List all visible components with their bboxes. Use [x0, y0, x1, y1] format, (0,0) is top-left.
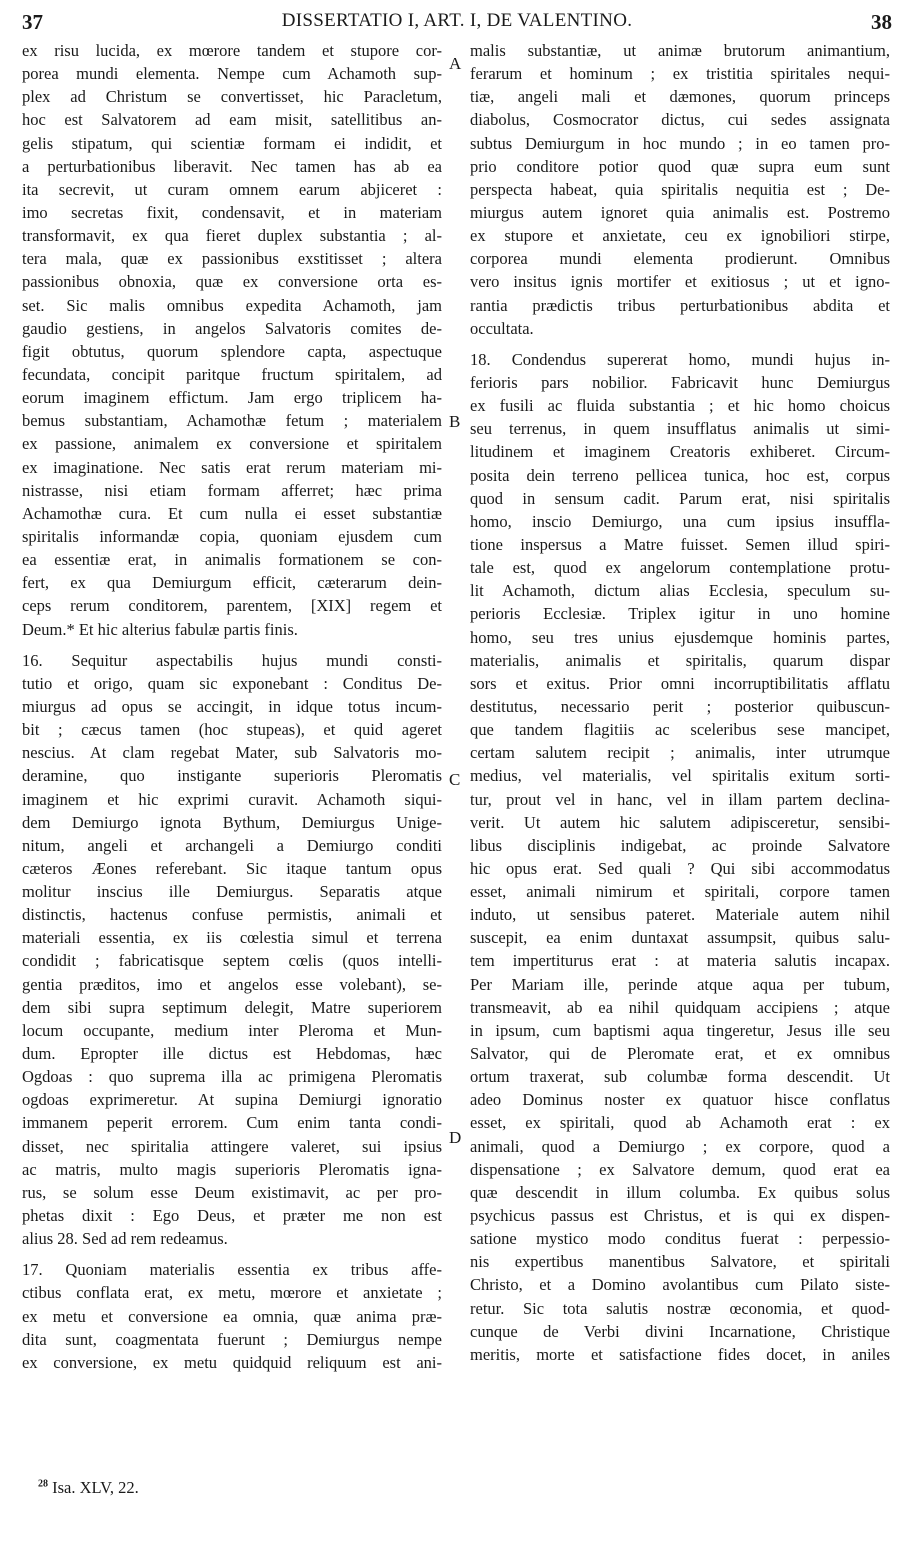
text-line: gaudio gestiens, in angelos Salvatoris comites de-: [22, 318, 442, 338]
text-line: verit. Ut autem hic salutem adipisceretur, sensibi-: [470, 812, 890, 832]
text-line: gelis stipatum, qui scientiæ formam ei indidit, et: [22, 133, 442, 153]
text-line: homo, inscio Demiurgo, una cum ipsius insuffla-: [470, 511, 890, 531]
text-line: imo secretas fixit, condensavit, et in materiam: [22, 202, 442, 222]
text-line: sors et exitus. Prior omni incorruptibilitatis afflatu: [470, 673, 890, 693]
text-line: 18. Condendus supererat homo, mundi hujus in-: [470, 349, 890, 369]
margin-letter-c: C: [449, 770, 461, 789]
text-line: tione inspersus a Matre fuisset. Semen illud spiri-: [470, 534, 890, 554]
text-line: homo, seu tres unius ejusdemque hominis partes,: [470, 627, 890, 647]
text-line: spiritalis informandæ copia, quoniam ejusdem cum: [22, 526, 442, 546]
text-line: transmeavit, ab ea nihil quidquam accipiens ; atque: [470, 997, 890, 1017]
text-line: a perturbationibus liberavit. Nec tamen has ab ea: [22, 156, 442, 176]
paragraph-gap: [22, 1250, 442, 1258]
text-line: dem Demiurgo ignota Bythum, Demiurgus Unige-: [22, 812, 442, 832]
text-line: ortum traxerat, sub columbæ forma descendit. Ut: [470, 1067, 890, 1087]
text-line: hoc est Salvatorem ad eam misit, satellitibus an-: [22, 110, 442, 130]
text-line: libus disciplinis indigebat, ac proinde Salvatore: [470, 835, 890, 855]
text-line: miurgus ad opus se accingit, in idque totus incum-: [22, 696, 442, 716]
footnote: [38, 1478, 139, 1498]
text-line: dita sunt, coagmentata fuerunt ; Demiurgus nempe: [22, 1329, 442, 1349]
text-line: ex risu lucida, ex mœrore tandem et stupore cor-: [22, 41, 442, 60]
text-line: dum. Epropter ille dictus est Hebdomas, hæc: [22, 1044, 442, 1064]
page-number-left: 37: [22, 10, 43, 34]
text-line: porea mundi elementa. Nempe cum Achamoth sup-: [22, 64, 442, 84]
text-line: corporea mundi elementa prodierunt. Omnibus: [470, 249, 890, 269]
page-number-right: 38: [871, 10, 892, 34]
text-line: ogdoas exprimeretur. At supina Demiurgi ignoratio: [22, 1090, 442, 1110]
text-line: ex passione, animalem ex conversione et spiritalem: [22, 434, 442, 454]
text-line: plex ad Christum se convertisset, hic Paracletum,: [22, 87, 442, 107]
text-line: phetas dixit : Ego Deus, et præter me non est: [22, 1206, 442, 1226]
text-line: gentia præditos, imo et angelos esse volebant), se-: [22, 974, 442, 994]
margin-letter-a: A: [449, 54, 462, 73]
text-line: bit ; cæcus tamen (hoc stupeas), et quid ageret: [22, 720, 442, 740]
text-line: miurgus autem ignoret quia animalis est. Postremo: [470, 202, 890, 222]
text-line: figit obtutus, quorum splendore capta, aspectuque: [22, 341, 442, 361]
text-line: tale est, quod ex angelorum contemplatione protu-: [470, 558, 890, 578]
text-line: deramine, quo instigante superioris Pleromatis: [22, 766, 442, 786]
text-line: Per Mariam ille, perinde atque aqua per tubum,: [470, 974, 890, 994]
text-line: imaginem et hic exprimi curavit. Achamoth siqui-: [22, 789, 442, 809]
text-line: materialis, animalis et spiritalis, quarum dispar: [470, 650, 890, 670]
text-line: hic opus erat. Sed quali ? Qui sibi accommodatus: [470, 858, 890, 878]
text-line: diabolus, Cosmocrator dictus, cui sedes assignata: [470, 110, 890, 130]
text-line: ex metu et conversione ea omnia, quæ anima præ-: [22, 1306, 442, 1326]
text-line: alius 28. Sed ad rem redeamus.: [22, 1229, 228, 1249]
text-line: ex imaginatione. Nec satis erat rerum materiam mi-: [22, 457, 442, 477]
text-line: rantia prædictis tribus perturbationibus abdita et: [470, 295, 890, 315]
text-line: tem impertiturus erat : at materia salutis incapax.: [470, 951, 890, 971]
paragraph-gap: [22, 641, 442, 649]
text-line: nitum, angeli et archangeli a Demiurgo conditi: [22, 835, 442, 855]
footnote-number: 28: [38, 1478, 48, 1490]
text-line: meritis, morte et satisfactione fides docet, in aniles: [470, 1344, 890, 1364]
text-line: tera mala, quæ ex passionibus exstitisset ; altera: [22, 249, 442, 269]
text-line: disset, nec spiritalia attingere valeret, sui ipsius: [22, 1136, 442, 1156]
text-line: cunque de Verbi divini Incarnatione, Christique: [470, 1321, 890, 1341]
text-line: fert, ex qua Demiurgum efficit, cæterarum dein-: [22, 573, 442, 593]
footnote-text: Isa. XLV, 22.: [52, 1478, 139, 1497]
text-line: set. Sic malis omnibus expedita Achamoth, jam: [22, 295, 442, 315]
margin-letter-d: D: [449, 1128, 462, 1147]
text-line: ferarum et hominum ; ex tristitia spiritales nequi-: [470, 64, 890, 84]
text-line: posita dein terreno pellicea tunica, hoc est, corpus: [470, 465, 890, 485]
text-line: lit Achamoth, dictum alias Ecclesia, speculum su-: [470, 581, 890, 601]
text-line: immanem peperit errorem. Cum enim tanta condi-: [22, 1113, 442, 1133]
text-line: materiali essentia, ex iis cœlestia simul et terrena: [22, 928, 442, 948]
text-line: ea essentiæ erat, in animalis formationem se con-: [22, 550, 442, 570]
text-line: quod in sensum cadit. Parum erat, nisi spiritalis: [470, 488, 890, 508]
text-line: 17. Quoniam materialis essentia ex tribus affe-: [22, 1260, 442, 1280]
text-line: ctibus conflata erat, ex metu, mœrore et anxietate ;: [22, 1283, 442, 1303]
text-line: bemus substantiam, Achamothæ fetum ; materialem: [22, 411, 442, 431]
text-line: malis substantiæ, ut animæ brutorum animantium,: [470, 41, 890, 60]
text-line: nis expertibus manentibus Salvatore, et spiritali: [470, 1252, 890, 1272]
text-line: transformavit, ex qua fieret duplex substantia ; al-: [22, 226, 442, 246]
left-text-column: [22, 39, 442, 1374]
text-line: seu terrenus, in quem insufflatus animalis ut simi-: [470, 419, 890, 439]
text-line: eorum imaginem effictum. Jam ergo triplicem ha-: [22, 388, 442, 408]
text-line: in ipsum, cum baptismi aqua tingeretur, Jesus ille seu: [470, 1020, 890, 1040]
text-line: animali, quod a Demiurgo ; ex corpore, quod a: [470, 1136, 890, 1156]
text-line: subtus Demiurgum in hoc mundo ; in eo tamen pro-: [470, 133, 890, 153]
text-line: adeo Dominus noster ex quatuor hisce conflatus: [470, 1090, 890, 1110]
text-line: fecundata, concipit paritque fructum spiritalem, ad: [22, 364, 442, 384]
text-line: prio conditore potior quod quæ supra eum sunt: [470, 156, 890, 176]
text-line: esset, ex spiritali, quod ab Achamoth erat : ex: [470, 1113, 890, 1133]
text-line: que tandem flagitiis ac sceleribus sese mancipet,: [470, 720, 890, 740]
text-line: medius, vel materialis, vel spiritalis exitum sorti-: [470, 766, 890, 786]
text-line: certam salutem recipit ; animalis, inter utrumque: [470, 743, 890, 763]
running-header: [22, 10, 892, 38]
text-line: passionibus obnoxia, quæ ex conversione orta es-: [22, 272, 442, 292]
text-line: Achamothæ cura. Et cum nulla ei esset substantiæ: [22, 503, 442, 523]
text-line: tutio et origo, quam sic exponebant : Conditus De-: [22, 673, 442, 693]
text-line: cæteros Æones referebant. Sic itaque tantum opus: [22, 858, 442, 878]
text-line: ferioris pars nobilior. Fabricavit hunc Demiurgus: [470, 372, 890, 392]
text-line: Christo, et a Domino avolantibus cum Pilato siste-: [470, 1275, 890, 1295]
text-line: destitutus, necessario perit ; posterior quibuscun-: [470, 696, 890, 716]
text-line: perspecta habeat, quia spiritalis nequitia est ; De-: [470, 179, 890, 199]
text-line: ita secrevit, ut curam omnem earum abjiceret :: [22, 179, 442, 199]
text-line: ceps rerum conditorem, parentem, [XIX] regem et: [22, 596, 442, 616]
text-line: 16. Sequitur aspectabilis hujus mundi consti-: [22, 650, 442, 670]
text-line: Ogdoas : quo suprema illa ac primigena Pleromatis: [22, 1067, 442, 1087]
text-line: ac matris, multo magis superioris Pleromatis igna-: [22, 1159, 442, 1179]
running-title: DISSERTATIO I, ART. I, DE VALENTINO.: [281, 10, 633, 31]
text-line: suscepit, ea enim duntaxat assumpsit, quibus salu-: [470, 928, 890, 948]
text-line: psychicus passus est Christus, et is qui ex dispen-: [470, 1206, 890, 1226]
text-line: rus, se solum esse Deum existimavit, ac per pro-: [22, 1182, 442, 1202]
margin-letter-b: B: [449, 412, 461, 431]
text-line: ex stupore et anxietate, ceu ex ignobiliori stirpe,: [470, 226, 890, 246]
text-line: nistrasse, nisi etiam formam afferret; hæc prima: [22, 480, 442, 500]
text-line: induto, ut sensibus pateret. Materiale autem nihil: [470, 905, 890, 925]
text-line: nescius. At clam regebat Mater, sub Salvatoris mo-: [22, 743, 442, 763]
text-line: Salvator, qui de Pleromate erat, et ex omnibus: [470, 1044, 890, 1064]
paragraph-gap: [470, 340, 890, 348]
text-line: Deum.* Et hic alterius fabulæ partis finis.: [22, 619, 298, 639]
text-line: vero insitus ignis mortifer et exitiosus ; ut et igno-: [470, 272, 890, 292]
text-line: litudinem et imaginem Creatoris exhiberet. Circum-: [470, 442, 890, 462]
text-line: distinctis, hactenus confuse permistis, animali et: [22, 905, 442, 925]
text-line: tur, prout vel in hanc, vel in illam partem declina-: [470, 789, 890, 809]
text-line: retur. Sic tota salutis nostræ œconomia, et quod-: [470, 1298, 890, 1318]
text-line: occultata.: [470, 318, 534, 338]
text-line: locum occupante, medium inter Pleroma et Mun-: [22, 1020, 442, 1040]
text-line: dispensatione ; ex Salvatore demum, quod erat ea: [470, 1159, 890, 1179]
text-line: dem sibi supra septimum delegit, Matre superiorem: [22, 997, 442, 1017]
text-line: condidit ; fabricatisque septem cœlis (quos intelli-: [22, 951, 442, 971]
text-line: quæ descendit in illum columba. Ex quibus solus: [470, 1182, 890, 1202]
text-line: ex fusili ac fluida substantia ; et hic homo choicus: [470, 396, 890, 416]
text-line: tiæ, angeli mali et dæmones, quorum princeps: [470, 87, 890, 107]
text-line: esset, animali nimirum et spiritali, corpore tamen: [470, 882, 890, 902]
text-line: satione mystico modo conditus fuerat : perpessio-: [470, 1229, 890, 1249]
text-line: perioris Ecclesiæ. Triplex igitur in uno homine: [470, 604, 890, 624]
text-line: ex conversione, ex metu quidquid reliquum est ani-: [22, 1352, 442, 1372]
text-line: molitur inscius ille Demiurgus. Separatis atque: [22, 882, 442, 902]
right-text-column: [470, 39, 890, 1366]
